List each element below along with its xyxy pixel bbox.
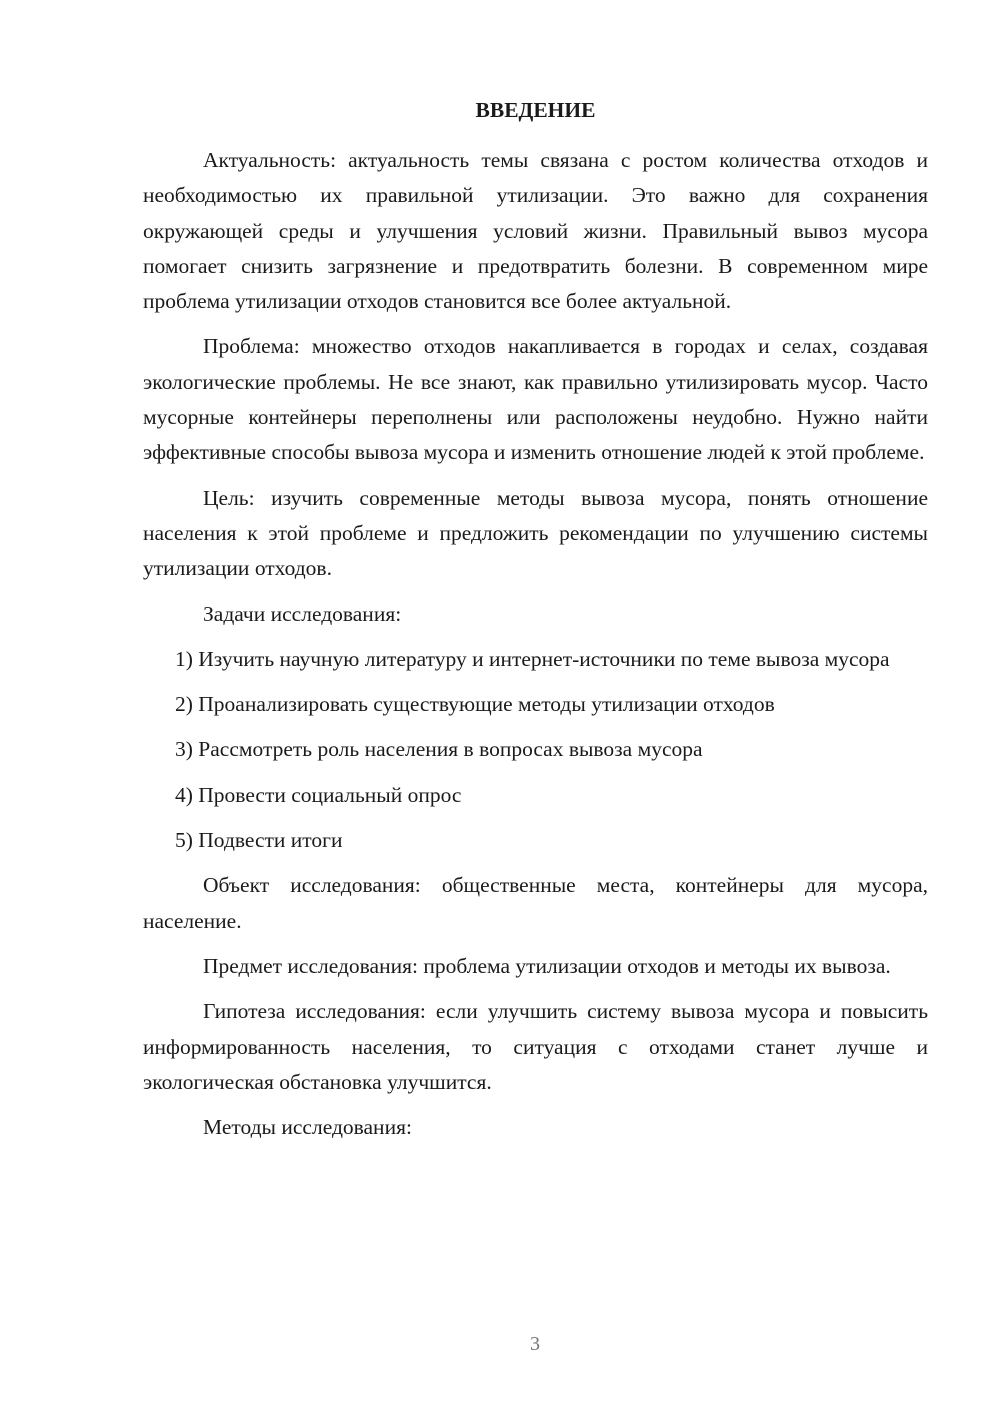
paragraph-subject: Предмет исследования: проблема утилизации отходов и методы их вывоза. (203, 953, 891, 978)
section-heading: ВВЕДЕНИЕ (475, 98, 596, 122)
paragraph-problem: Проблема: множество отходов накапливается в городах и селах, создавая экологические проблемы. Не все знают, как правильно утилизировать мусор. Часто мусорные контейнеры переполнены или расположены неудобно. Нужно найти эффективные способы вывоза мусора и изменить отношение людей к этой проблеме. (143, 334, 928, 465)
paragraph-object: Объект исследования: общественные места, контейнеры для мусора, население. (143, 873, 928, 933)
task-item-1: 1) Изучить научную литературу и интернет-источники по теме вывоза мусора (175, 646, 890, 671)
paragraph-hypothesis: Гипотеза исследования: если улучшить систему вывоза мусора и повысить информированность населения, то ситуация с отходами станет лучше и экологическая обстановка улучшится. (143, 999, 928, 1094)
task-item-4: 4) Провести социальный опрос (175, 782, 462, 807)
page-number: 3 (530, 1333, 540, 1355)
document-page (143, 95, 928, 1155)
paragraph-relevance: Актуальность: актуальность темы связана с ростом количества отходов и необходимостью их правильной утилизации. Это важно для сохранения окружающей среды и улучшения условий жизни. Правильный вывоз мусора помогает снизить загрязнение и предотвратить болезни. В современном мире проблема утилизации отходов становится все более актуальной. (143, 148, 928, 314)
task-item-2: 2) Проанализировать существующие методы утилизации отходов (175, 692, 775, 717)
tasks-title: Задачи исследования: (203, 601, 402, 626)
paragraph-goal: Цель: изучить современные методы вывоза мусора, понять отношение населения к этой проблеме и предложить рекомендации по улучшению системы утилизации отходов. (143, 485, 928, 581)
task-item-3: 3) Рассмотреть роль населения в вопросах вывоза мусора (175, 737, 703, 762)
methods-title: Методы исследования: (203, 1115, 412, 1140)
task-item-5: 5) Подвести итоги (175, 828, 343, 853)
